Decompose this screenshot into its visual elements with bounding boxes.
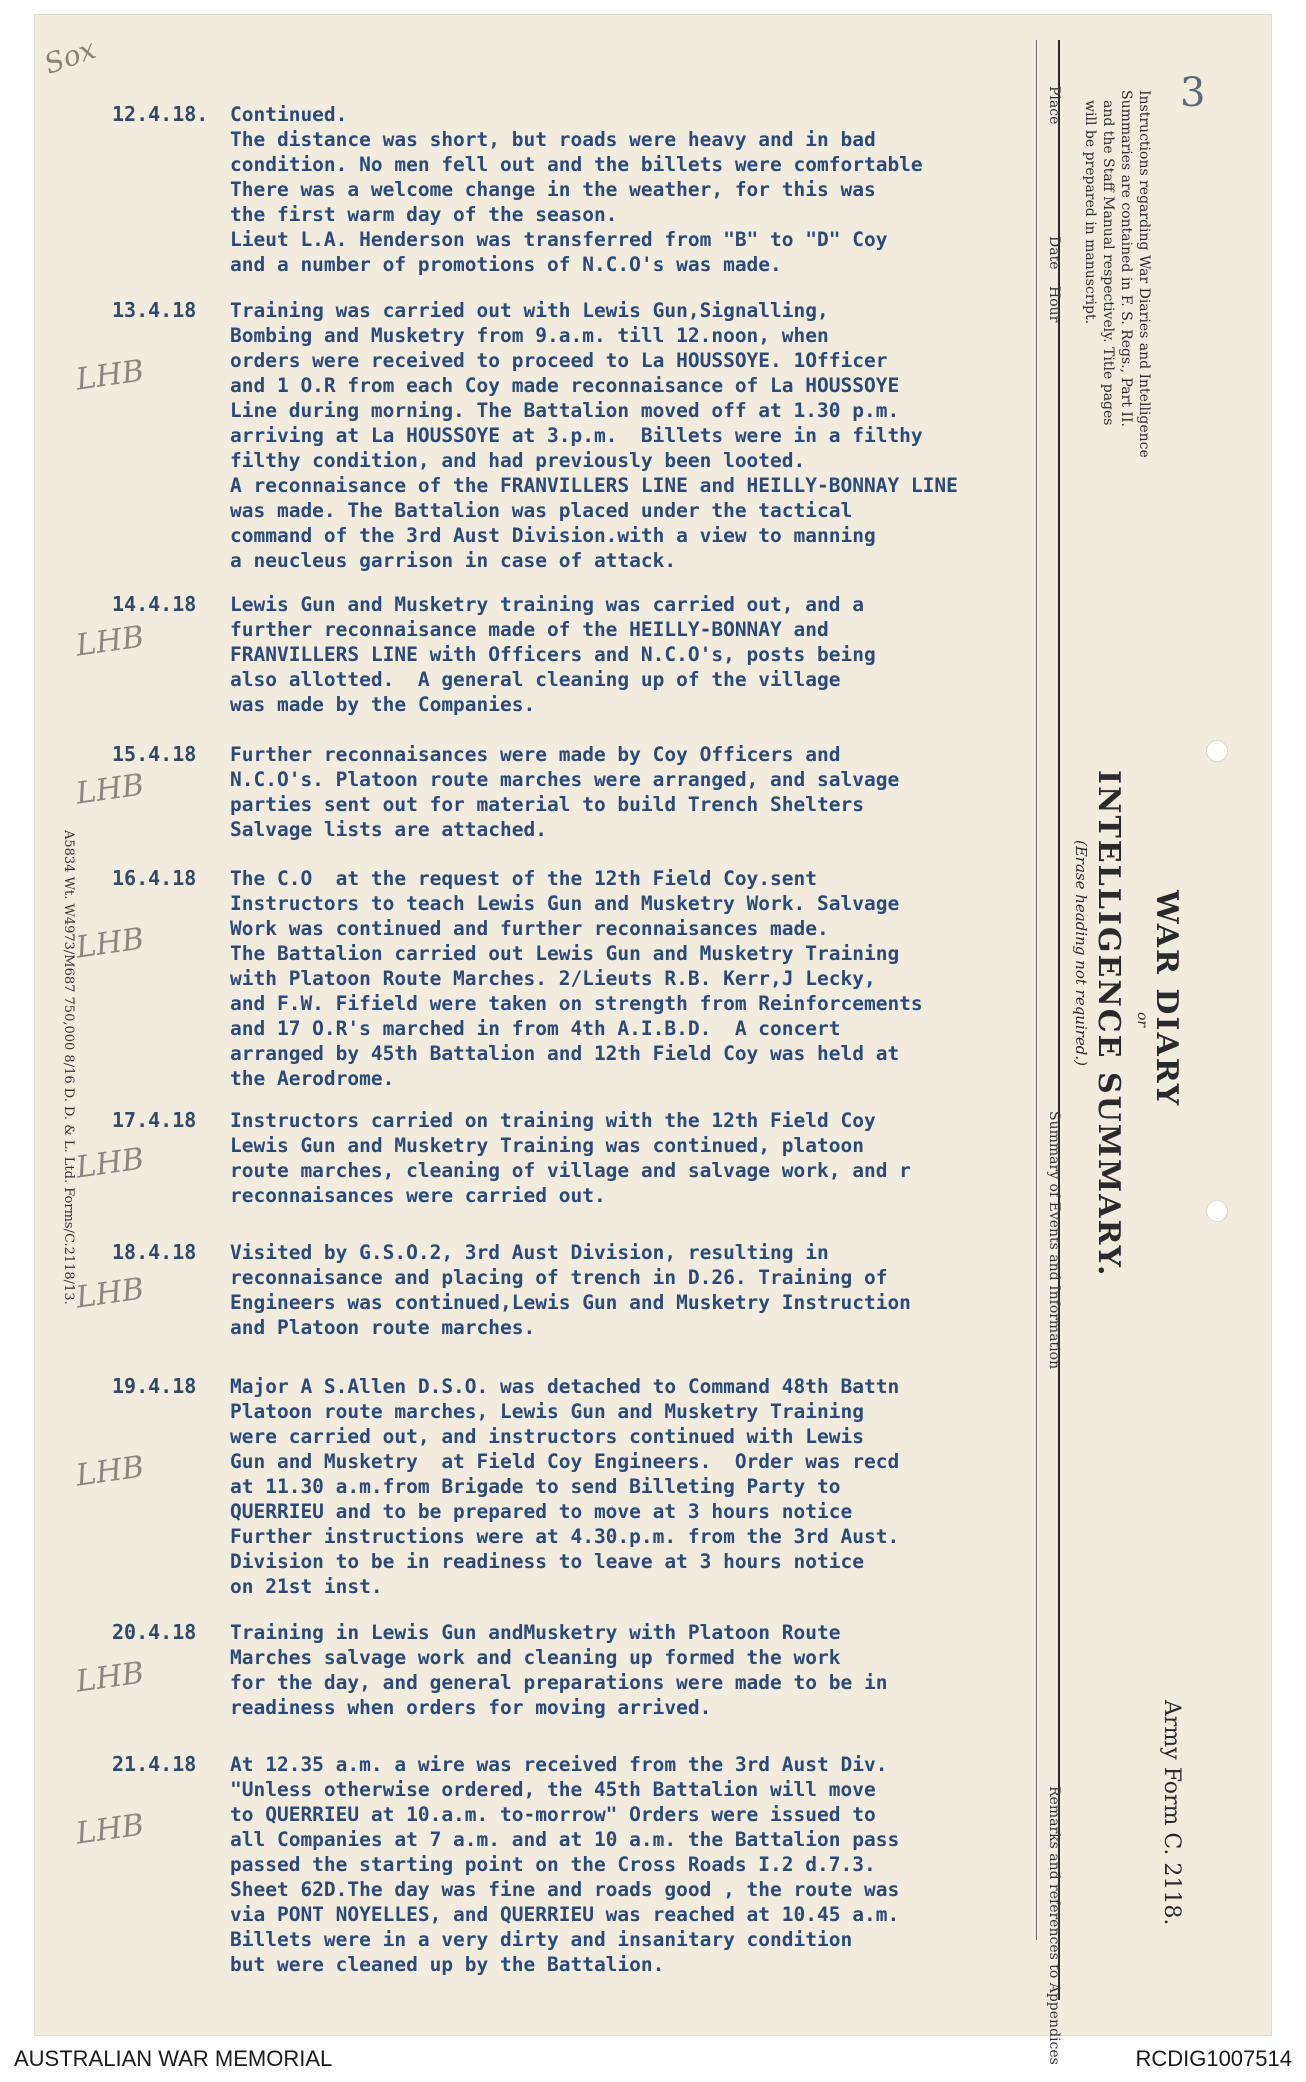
entry-line: "Unless otherwise ordered, the 45th Battalion will move: [230, 1778, 876, 1801]
entry-line: and a number of promotions of N.C.O's was made.: [230, 253, 782, 276]
entry-line: and 1 O.R from each Coy made reconnaisance of La HOUSSOYE: [230, 374, 900, 397]
entry-line: reconnaisance and placing of trench in D.26. Training of: [230, 1266, 888, 1289]
entry-line: Engineers was continued,Lewis Gun and Musketry Instruction: [230, 1291, 911, 1314]
entry-line: The Battalion carried out Lewis Gun and Musketry Training: [230, 942, 900, 965]
entry-text: [230, 1108, 911, 1208]
entry-line: FRANVILLERS LINE with Officers and N.C.O's, posts being: [230, 643, 876, 666]
entry-line: orders were received to proceed to La HOUSSOYE. 1Officer: [230, 349, 888, 372]
entry-line: The C.O at the request of the 12th Field Coy.sent: [230, 867, 817, 890]
instructions-line-2: Summaries are contained in F. S. Regs., Part II.: [1118, 90, 1134, 427]
entry-line: and 17 O.R's marched in from 4th A.I.B.D. A concert: [230, 1017, 841, 1040]
entry-line: to QUERRIEU at 10.a.m. to-morrow" Orders were issued to: [230, 1803, 876, 1826]
entry-line: route marches, cleaning of village and salvage work, and r: [230, 1159, 911, 1182]
entry-line: command of the 3rd Aust Division.with a view to manning: [230, 524, 876, 547]
entry-line: Sheet 62D.The day was fine and roads good , the route was: [230, 1878, 900, 1901]
entry-line: Further reconnaisances were made by Coy Officers and: [230, 743, 841, 766]
entry-date: 13.4.18: [112, 298, 197, 322]
entry-line: filthy condition, and had previously been looted.: [230, 449, 806, 472]
entry-line: QUERRIEU and to be prepared to move at 3 hours notice: [230, 1500, 853, 1523]
form-title: WAR DIARY: [1149, 890, 1184, 1108]
entry-line: condition. No men fell out and the billets were comfortable: [230, 153, 923, 176]
form-or: or: [1134, 1012, 1150, 1028]
printer-line: A5834 Wt. W4973/M687 750,000 8/16 D. D. & L. Ltd. Forms/C.2118/13.: [61, 830, 76, 1305]
instructions-line-1: Instructions regarding War Diaries and Intelligence: [1136, 90, 1152, 458]
entry-line: arriving at La HOUSSOYE at 3.p.m. Billets were in a filthy: [230, 424, 923, 447]
entry-line: further reconnaisance made of the HEILLY-BONNAY and: [230, 618, 829, 641]
footer-source: AUSTRALIAN WAR MEMORIAL: [14, 2046, 333, 2071]
handwritten-initials: LHB: [73, 1449, 147, 1494]
corner-mark: Sox: [39, 32, 100, 81]
entry-line: on 21st inst.: [230, 1575, 383, 1598]
handwritten-initials: LHB: [73, 1141, 147, 1186]
entry-line: Marches salvage work and cleaning up formed the work: [230, 1646, 841, 1669]
entry-date: 16.4.18: [112, 866, 197, 890]
handwritten-initials: LHB: [73, 353, 147, 398]
entry-line: Training in Lewis Gun andMusketry with Platoon Route: [230, 1621, 841, 1644]
entry-line: readiness when orders for moving arrived.: [230, 1696, 712, 1719]
entry-line: were carried out, and instructors continued with Lewis: [230, 1425, 864, 1448]
entry-line: Further instructions were at 4.30.p.m. from the 3rd Aust.: [230, 1525, 900, 1548]
colhead-date: Date: [1046, 236, 1062, 270]
entry-line: all Companies at 7 a.m. and at 10 a.m. the Battalion pass: [230, 1828, 900, 1851]
entry-line: Instructors carried on training with the 12th Field Coy: [230, 1109, 876, 1132]
entry-date: 14.4.18: [112, 592, 197, 616]
entry-line: At 12.35 a.m. a wire was received from the 3rd Aust Div.: [230, 1753, 888, 1776]
entry-date: 21.4.18: [112, 1752, 197, 1776]
entry-line: Visited by G.S.O.2, 3rd Aust Division, resulting in: [230, 1241, 829, 1264]
entry-line: reconnaisances were carried out.: [230, 1184, 606, 1207]
footer-id: RCDIG1007514: [1135, 2046, 1292, 2071]
entry-line: for the day, and general preparations were made to be in: [230, 1671, 888, 1694]
entry-line: Continued.: [230, 103, 348, 126]
entry-line: Gun and Musketry at Field Coy Engineers. Order was recd: [230, 1450, 900, 1473]
entry-line: Work was continued and further reconnaisances made.: [230, 917, 829, 940]
entry-text: [230, 742, 899, 842]
entry-line: Salvage lists are attached.: [230, 818, 547, 841]
entry-text: [230, 866, 923, 1091]
entry-line: Platoon route marches, Lewis Gun and Musketry Training: [230, 1400, 864, 1423]
entry-line: There was a welcome change in the weather, for this was: [230, 178, 876, 201]
entry-text: [230, 1240, 911, 1340]
entry-date: 15.4.18: [112, 742, 197, 766]
handwritten-initials: LHB: [73, 921, 147, 966]
handwritten-initials: LHB: [73, 1655, 147, 1700]
entry-line: Bombing and Musketry from 9.a.m. till 12.noon, when: [230, 324, 829, 347]
entry-text: [230, 102, 923, 277]
instructions-line-4: will be prepared in manuscript.: [1082, 100, 1098, 325]
entry-line: The distance was short, but roads were heavy and in bad: [230, 128, 876, 151]
erase-note: (Erase heading not required.): [1072, 840, 1090, 1067]
entry-text: [230, 1752, 899, 1977]
colhead-place: Place: [1046, 86, 1062, 125]
handwritten-initials: LHB: [73, 619, 147, 664]
entry-text: [230, 592, 876, 717]
entry-line: and Platoon route marches.: [230, 1316, 536, 1339]
entry-line: Instructors to teach Lewis Gun and Musketry Work. Salvage: [230, 892, 900, 915]
entry-date: 18.4.18: [112, 1240, 197, 1264]
army-form-number: Army Form C. 2118.: [1159, 1700, 1184, 1926]
entry-text: [230, 1374, 899, 1599]
entry-line: the first warm day of the season.: [230, 203, 618, 226]
entry-line: and F.W. Fifield were taken on strength from Reinforcements: [230, 992, 923, 1015]
instructions-line-3: and the Staff Manual respectively. Title pages: [1100, 100, 1116, 426]
entry-date: 12.4.18.: [112, 102, 209, 126]
entry-line: arranged by 45th Battalion and 12th Field Coy was held at: [230, 1042, 900, 1065]
entry-line: but were cleaned up by the Battalion.: [230, 1953, 665, 1976]
handwritten-initials: LHB: [73, 1807, 147, 1852]
column-rule-left: [1036, 40, 1037, 1940]
entry-line: via PONT NOYELLES, and QUERRIEU was reached at 10.45 a.m.: [230, 1903, 900, 1926]
entry-line: Training was carried out with Lewis Gun,Signalling,: [230, 299, 829, 322]
entry-date: 17.4.18: [112, 1108, 197, 1132]
entry-line: parties sent out for material to build Trench Shelters: [230, 793, 864, 816]
entry-line: at 11.30 a.m.from Brigade to send Billeting Party to: [230, 1475, 841, 1498]
entry-line: a neucleus garrison in case of attack.: [230, 549, 677, 572]
colhead-summary: Summary of Events and Information: [1046, 1111, 1062, 1370]
form-subtitle: INTELLIGENCE SUMMARY.: [1091, 770, 1126, 1278]
entry-line: Billets were in a very dirty and insanitary condition: [230, 1928, 853, 1951]
page-number: 3: [1180, 70, 1206, 116]
entry-line: was made. The Battalion was placed under the tactical: [230, 499, 853, 522]
entry-line: was made by the Companies.: [230, 693, 536, 716]
entry-line: Lieut L.A. Henderson was transferred from "B" to "D" Coy: [230, 228, 888, 251]
entry-line: Line during morning. The Battalion moved off at 1.30 p.m.: [230, 399, 900, 422]
entry-line: Major A S.Allen D.S.O. was detached to Command 48th Battn: [230, 1375, 900, 1398]
entry-line: Lewis Gun and Musketry Training was continued, platoon: [230, 1134, 864, 1157]
entry-text: [230, 1620, 887, 1720]
entry-line: A reconnaisance of the FRANVILLERS LINE and HEILLY-BONNAY LINE: [230, 474, 958, 497]
handwritten-initials: LHB: [73, 1271, 147, 1316]
entry-line: passed the starting point on the Cross Roads I.2 d.7.3.: [230, 1853, 876, 1876]
entry-line: with Platoon Route Marches. 2/Lieuts R.B. Kerr,J Lecky,: [230, 967, 876, 990]
entry-line: also allotted. A general cleaning up of the village: [230, 668, 841, 691]
punch-hole: [1206, 1200, 1228, 1222]
entry-date: 19.4.18: [112, 1374, 197, 1398]
entry-line: the Aerodrome.: [230, 1067, 395, 1090]
handwritten-initials: LHB: [73, 767, 147, 812]
colhead-hour: Hour: [1046, 286, 1062, 323]
entry-line: Division to be in readiness to leave at 3 hours notice: [230, 1550, 864, 1573]
entry-text: [230, 298, 958, 573]
entry-line: N.C.O's. Platoon route marches were arranged, and salvage: [230, 768, 900, 791]
punch-hole: [1206, 740, 1228, 762]
entry-line: Lewis Gun and Musketry training was carried out, and a: [230, 593, 864, 616]
entry-date: 20.4.18: [112, 1620, 197, 1644]
colhead-remarks: Remarks and references to Appendices: [1046, 1786, 1062, 2065]
